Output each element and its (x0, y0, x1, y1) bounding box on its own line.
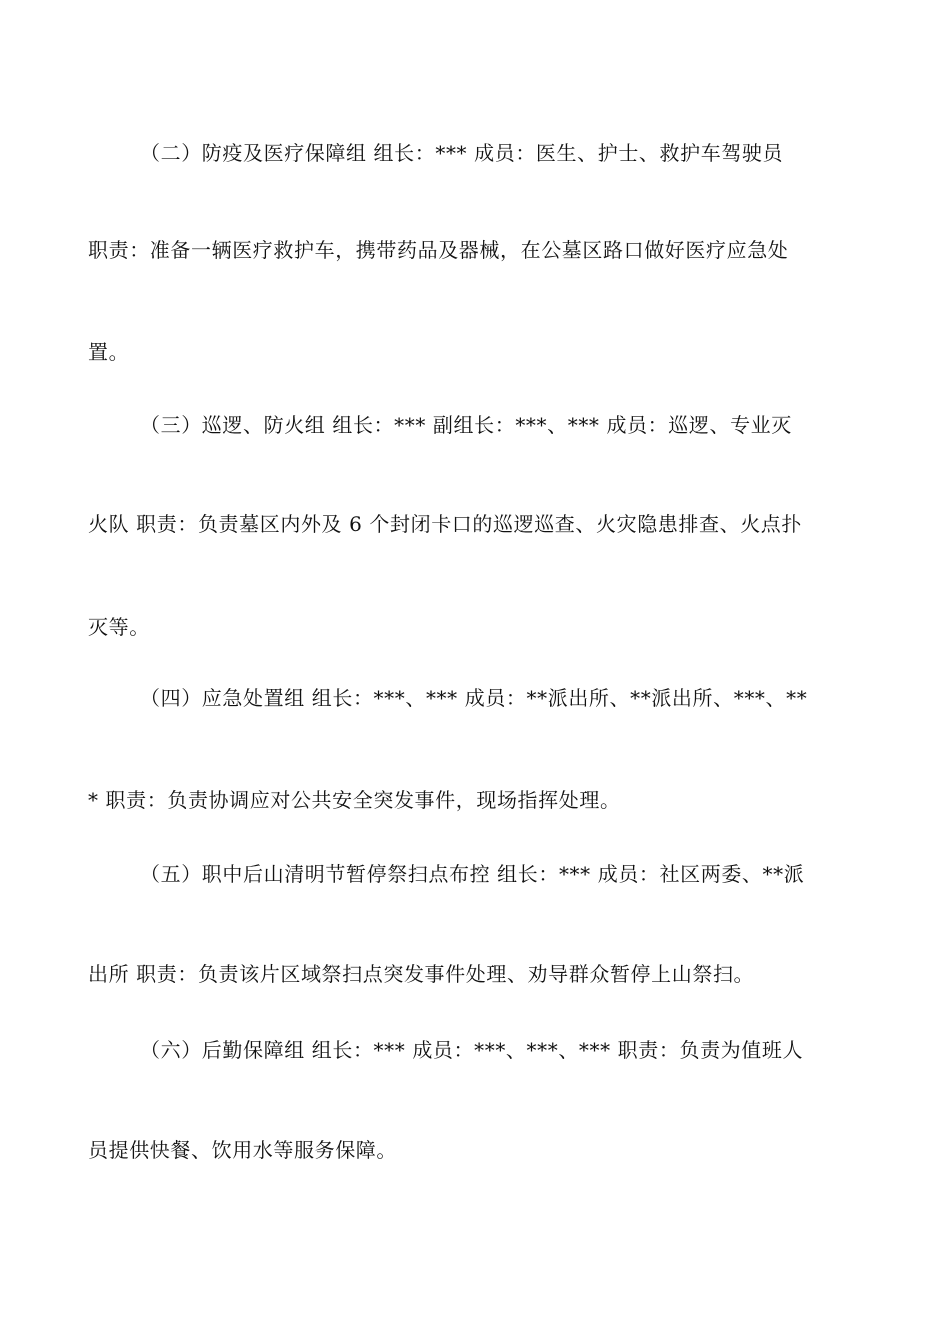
section-2-duty-line-2: 置。 (88, 340, 130, 364)
section-3-duty-line-2: 灭等。 (88, 615, 150, 639)
section-3-heading: （三）巡逻、防火组 组长：*** 副组长：***、*** 成员：巡逻、专业灭 (140, 413, 792, 437)
section-4-duty-line: * 职责：负责协调应对公共安全突发事件，现场指挥处理。 (88, 788, 621, 812)
section-6-duty-line: 员提供快餐、饮用水等服务保障。 (88, 1138, 397, 1162)
section-4-heading: （四）应急处置组 组长：***、*** 成员：**派出所、**派出所、***、** (140, 686, 808, 710)
section-2-duty-line-1: 职责：准备一辆医疗救护车，携带药品及器械，在公墓区路口做好医疗应急处 (88, 238, 789, 262)
section-5-duty-line: 出所 职责：负责该片区域祭扫点突发事件处理、劝导群众暂停上山祭扫。 (88, 962, 755, 986)
section-2-heading: （二）防疫及医疗保障组 组长：*** 成员：医生、护士、救护车驾驶员 (140, 141, 784, 165)
section-5-heading: （五）职中后山清明节暂停祭扫点布控 组长：*** 成员：社区两委、**派 (140, 862, 805, 886)
section-3-duty-line-1: 火队 职责：负责墓区内外及 6 个封闭卡口的巡逻巡查、火灾隐患排查、火点扑 (88, 512, 802, 536)
section-6-heading: （六）后勤保障组 组长：*** 成员：***、***、*** 职责：负责为值班人 (140, 1038, 804, 1062)
